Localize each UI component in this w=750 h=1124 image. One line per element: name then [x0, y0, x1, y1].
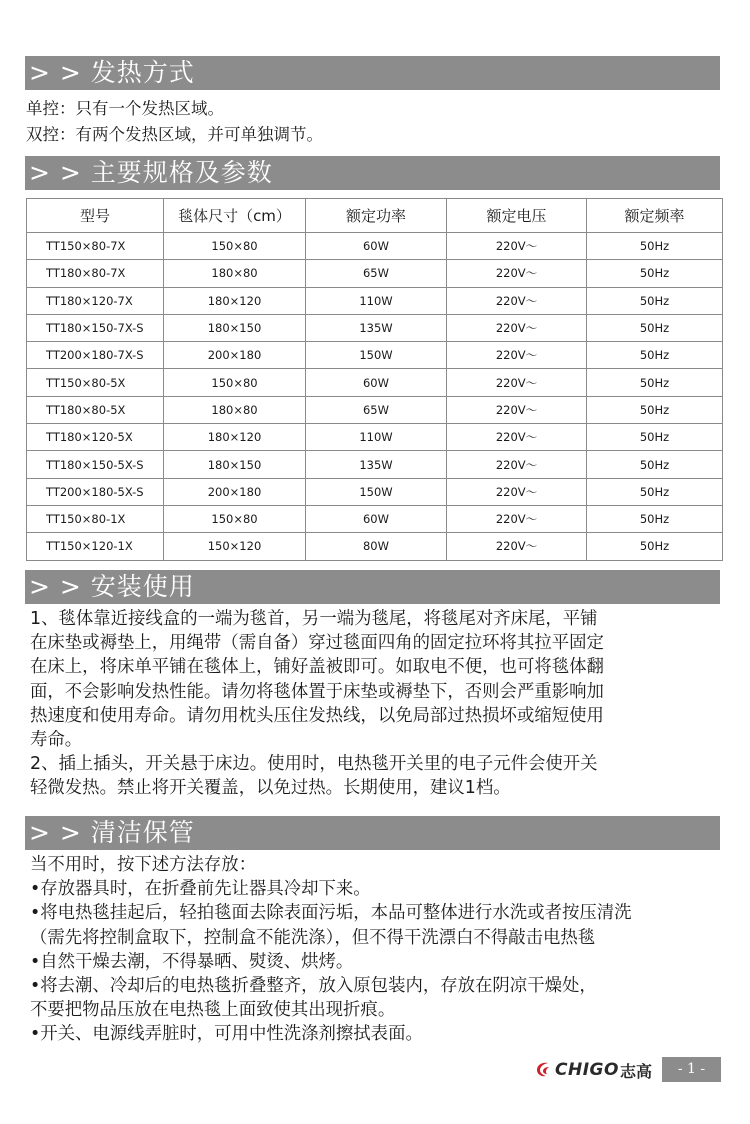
- cell-voltage: 220V～: [447, 478, 587, 505]
- spec-table-row: [27, 287, 723, 314]
- spec-table-row: [27, 478, 723, 505]
- cell-power: 135W: [306, 314, 447, 341]
- cell-frequency: 50Hz: [587, 533, 723, 560]
- chigo-logo-icon: [533, 1060, 553, 1080]
- install-line: 轻微发热。禁止将开关覆盖，以免过热。长期使用，建议1档。: [30, 778, 511, 799]
- spec-table-row: [27, 396, 723, 423]
- cell-size: 200×180: [164, 478, 306, 505]
- section-header-install: > > 安装使用: [25, 570, 720, 604]
- cell-power: 60W: [306, 233, 447, 260]
- cell-frequency: 50Hz: [587, 342, 723, 369]
- cell-power: 135W: [306, 451, 447, 478]
- install-line: 热速度和使用寿命。请勿用枕头压住发热线，以免局部过热损坏或缩短使用: [30, 705, 604, 726]
- install-line: 面，不会影响发热性能。请勿将毯体置于床垫或褥垫下，否则会严重影响加: [30, 681, 604, 702]
- cell-power: 60W: [306, 369, 447, 396]
- install-line: 1、毯体靠近接线盒的一端为毯首，另一端为毯尾，将毯尾对齐床尾，平铺: [30, 609, 598, 629]
- cell-size: 180×120: [164, 287, 306, 314]
- cell-voltage: 220V～: [447, 314, 587, 341]
- cell-voltage: 220V～: [447, 396, 587, 423]
- col-header-model: 型号: [27, 199, 164, 233]
- cleaning-line: •存放器具时，在折叠前先让器具冷却下来。: [30, 879, 371, 900]
- cleaning-line: 当不用时，按下述方法存放：: [30, 855, 257, 875]
- cell-model: TT200×180-5X-S: [27, 478, 164, 505]
- section-header-cleaning: > > 清洁保管: [25, 816, 720, 850]
- cell-frequency: 50Hz: [587, 478, 723, 505]
- cell-size: 180×150: [164, 314, 306, 341]
- cell-size: 200×180: [164, 342, 306, 369]
- spec-table: [26, 198, 723, 561]
- cell-model: TT180×150-7X-S: [27, 314, 164, 341]
- cell-model: TT180×120-7X: [27, 287, 164, 314]
- cell-frequency: 50Hz: [587, 314, 723, 341]
- cleaning-line: 不要把物品压放在电热毯上面致使其出现折痕。: [30, 1000, 396, 1021]
- cleaning-line: •将去潮、冷却后的电热毯折叠整齐，放入原包装内，存放在阴凉干燥处，: [30, 976, 597, 996]
- cell-voltage: 220V～: [447, 287, 587, 314]
- cell-power: 65W: [306, 396, 447, 423]
- cell-model: TT180×80-5X: [27, 396, 164, 423]
- install-line: 2、插上插头，开关悬于床边。使用时，电热毯开关里的电子元件会使开关: [30, 754, 598, 775]
- spec-table-header-row: [27, 199, 723, 233]
- install-line: 寿命。: [30, 730, 83, 750]
- cell-model: TT180×120-5X: [27, 424, 164, 451]
- cell-size: 150×80: [164, 505, 306, 532]
- col-header-frequency: 额定频率: [587, 199, 723, 233]
- spec-table-row: [27, 342, 723, 369]
- cell-model: TT150×120-1X: [27, 533, 164, 560]
- section-header-heating: > > 发热方式: [25, 56, 720, 90]
- spec-table-row: [27, 533, 723, 560]
- spec-table-row: [27, 233, 723, 260]
- cell-voltage: 220V～: [447, 369, 587, 396]
- col-header-power: 额定功率: [306, 199, 447, 233]
- cell-voltage: 220V～: [447, 451, 587, 478]
- cell-size: 150×80: [164, 233, 306, 260]
- cell-model: TT150×80-7X: [27, 233, 164, 260]
- cell-frequency: 50Hz: [587, 451, 723, 478]
- brand-logo: [533, 1058, 652, 1082]
- heating-line-single: 单控：只有一个发热区域。: [26, 99, 224, 118]
- cell-voltage: 220V～: [447, 233, 587, 260]
- cleaning-line: （需先将控制盒取下，控制盒不能洗涤），但不得干洗漂白不得敲击电热毯: [30, 927, 596, 948]
- cell-size: 180×150: [164, 451, 306, 478]
- cell-size: 150×120: [164, 533, 306, 560]
- cell-power: 110W: [306, 287, 447, 314]
- cell-frequency: 50Hz: [587, 260, 723, 287]
- spec-table-row: [27, 314, 723, 341]
- cell-frequency: 50Hz: [587, 424, 723, 451]
- cell-size: 150×80: [164, 369, 306, 396]
- cell-frequency: 50Hz: [587, 287, 723, 314]
- cell-power: 80W: [306, 533, 447, 560]
- cell-voltage: 220V～: [447, 424, 587, 451]
- col-header-size: 毯体尺寸（cm）: [164, 199, 306, 233]
- install-line: 在床垫或褥垫上，用绳带（需自备）穿过毯面四角的固定拉环将其拉平固定: [30, 633, 604, 654]
- cell-model: TT150×80-1X: [27, 505, 164, 532]
- spec-table-row: [27, 451, 723, 478]
- cell-power: 110W: [306, 424, 447, 451]
- cell-voltage: 220V～: [447, 342, 587, 369]
- cleaning-line: •开关、电源线弄脏时，可用中性洗涤剂擦拭表面。: [30, 1024, 423, 1045]
- cell-power: 150W: [306, 342, 447, 369]
- col-header-voltage: 额定电压: [447, 199, 587, 233]
- cell-power: 60W: [306, 505, 447, 532]
- cell-size: 180×80: [164, 396, 306, 423]
- page-number: - 1 -: [662, 1057, 721, 1082]
- spec-table-row: [27, 260, 723, 287]
- cell-model: TT150×80-5X: [27, 369, 164, 396]
- cell-power: 150W: [306, 478, 447, 505]
- brand-name-cn: 志高: [619, 1061, 652, 1081]
- section-header-specs: > > 主要规格及参数: [25, 156, 720, 190]
- cell-model: TT200×180-7X-S: [27, 342, 164, 369]
- cell-frequency: 50Hz: [587, 396, 723, 423]
- brand-name-en: CHIGO: [555, 1060, 619, 1080]
- cell-model: TT180×150-5X-S: [27, 451, 164, 478]
- cell-size: 180×120: [164, 424, 306, 451]
- cell-voltage: 220V～: [447, 260, 587, 287]
- heating-line-dual: 双控：有两个发热区域，并可单独调节。: [26, 125, 323, 144]
- cell-voltage: 220V～: [447, 505, 587, 532]
- spec-table-row: [27, 369, 723, 396]
- cell-model: TT180×80-7X: [27, 260, 164, 287]
- cell-power: 65W: [306, 260, 447, 287]
- spec-table-row: [27, 424, 723, 451]
- cell-frequency: 50Hz: [587, 369, 723, 396]
- cell-frequency: 50Hz: [587, 505, 723, 532]
- cleaning-line: •自然干燥去潮，不得暴晒、熨烫、烘烤。: [30, 951, 354, 972]
- cell-frequency: 50Hz: [587, 233, 723, 260]
- cell-size: 180×80: [164, 260, 306, 287]
- spec-table-row: [27, 505, 723, 532]
- cleaning-line: •将电热毯挂起后，轻拍毯面去除表面污垢，本品可整体进行水洗或者按压清洗: [30, 903, 632, 924]
- install-line: 在床上，将床单平铺在毯体上，铺好盖被即可。如取电不便，也可将毯体翻: [30, 657, 604, 678]
- cell-voltage: 220V～: [447, 533, 587, 560]
